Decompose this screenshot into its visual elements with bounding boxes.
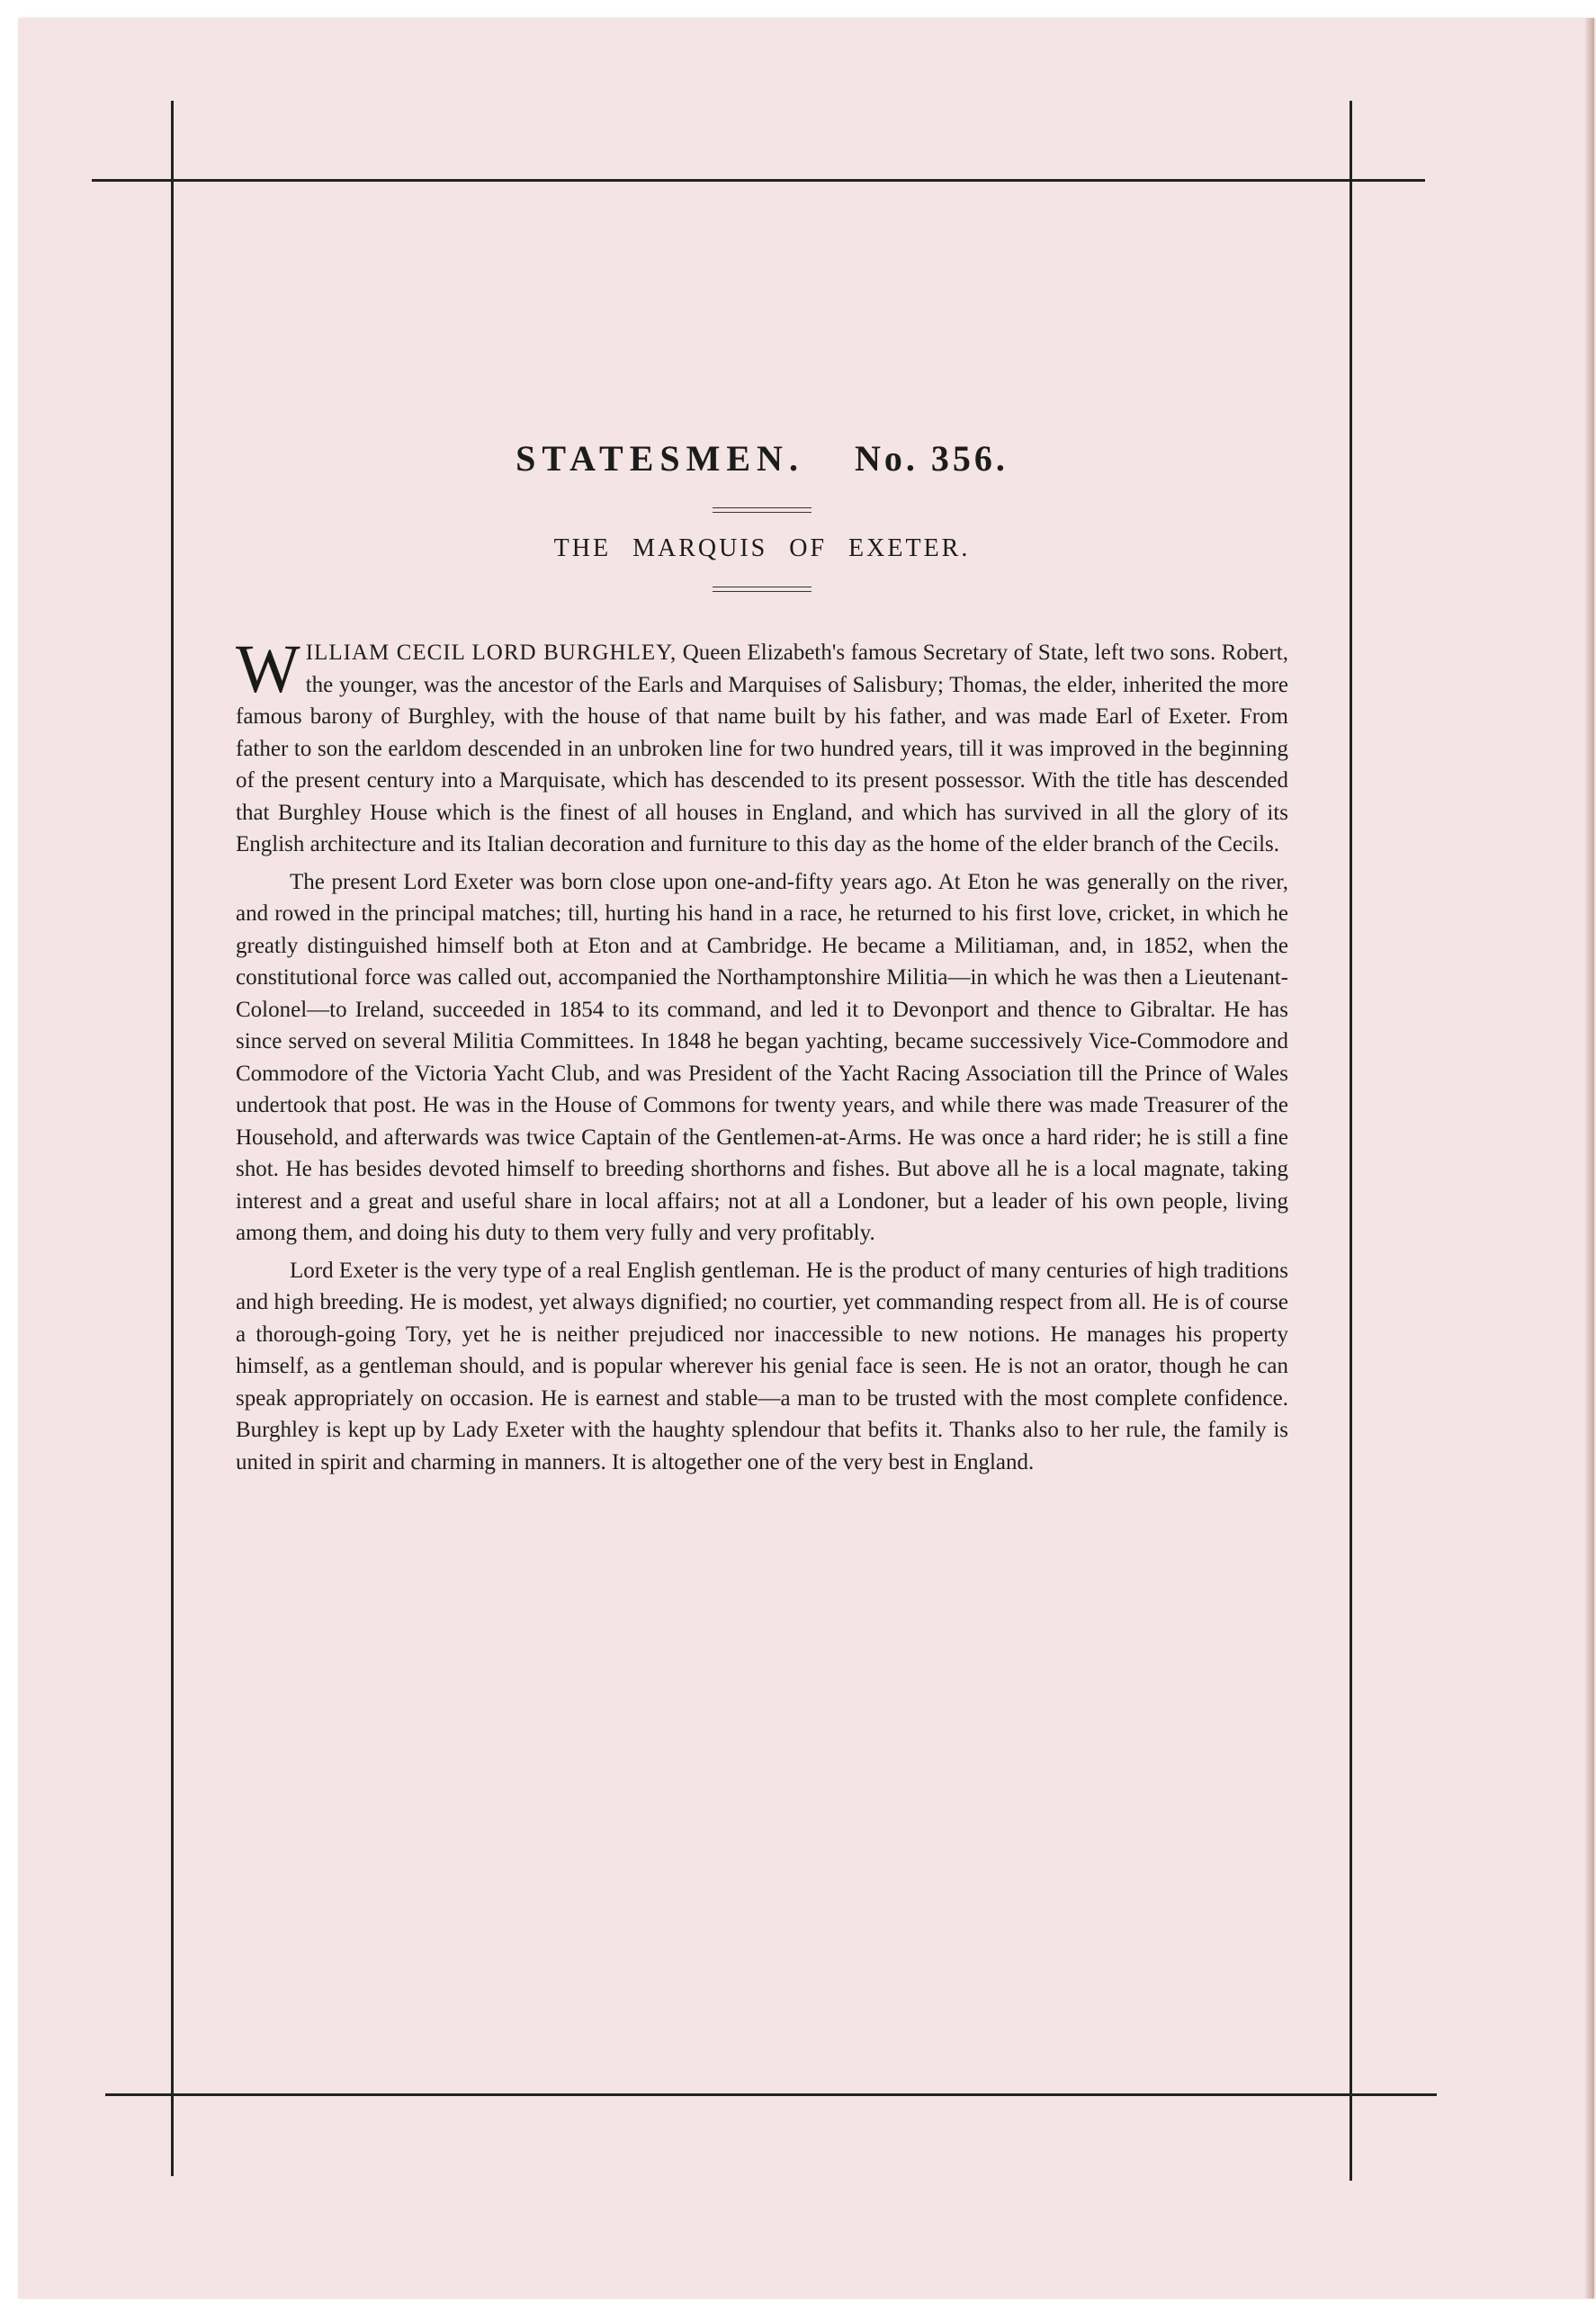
paragraph-3: Lord Exeter is the very type of a real English gentleman. He is the product of many centuries of high traditions and high breeding. He is modest, yet always dignified; no courtier, yet commanding respect from all. He is of course a thorough-going Tory, yet he is neither prejudiced nor inaccessible to new notions. He manages his property himself, as a gentleman should, and is popular wherever his genial face is seen. He is not an orator, though he can speak appropriately on occasion. He is earnest and stable—a man to be trusted with the most complete confidence. Burghley is kept up by Lady Exeter with the haughty splendour that befits it. Thanks also to her rule, the family is united in spirit and charming in manners. It is altogether one of the very best in England. bbox=[236, 1258, 1288, 1474]
double-rule-top bbox=[713, 507, 811, 513]
paragraph-1 bbox=[236, 632, 1289, 861]
paragraph-2: The present Lord Exeter was born close upon one-and-fifty years ago. At Eton he was generally on the river, and rowed in the principal matches; till, hurting his hand in a race, he returned to his first love, cricket, in which he greatly distinguished himself both at Eton and at Cambridge. He became a Militiaman, and, in 1852, when the constitutional force was called out, accompanied the Northamptonshire Militia—in which he was then a Lieutenant-Colonel—to Ireland, succeeded in 1854 to its command, and led it to Devonport and thence to Gibraltar. He has since served on several Militia Committees. In 1848 he began yachting, became successively Vice-Commodore and Commodore of the Victoria Yacht Club, and was President of the Yacht Racing Association till the Prince of Wales undertook that post. He was in the House of Commons for twenty years, and while there was made Treasurer of the Household, and afterwards was twice Captain of the Gentlemen-at-Arms. He was once a hard rider; he is still a fine shot. He has besides devoted himself to breeding shorthorns and fishes. But above all he is a local magnate, taking interest and a great and useful share in local affairs; not at all a Londoner, but a leader of his own people, living among them, and doing his duty to them very fully and very profitably. bbox=[236, 869, 1288, 1245]
article-content bbox=[236, 423, 1288, 1483]
drop-cap: W bbox=[236, 632, 300, 707]
double-rule-bottom bbox=[713, 587, 811, 592]
title-word: THE bbox=[553, 534, 612, 562]
article-body bbox=[236, 632, 1289, 1478]
frame-right-rule bbox=[1349, 101, 1352, 2181]
title-word: EXETER. bbox=[848, 534, 971, 562]
page-edge bbox=[1585, 18, 1594, 2299]
issue-number: No. 356. bbox=[854, 438, 1009, 479]
lead-caps: ILLIAM CECIL LORD BURGHLEY, bbox=[305, 641, 677, 665]
paragraph-1-text: Queen Elizabeth's famous Secretary of State, left two sons. Robert, the younger, was the ancestor of the Earls and Marquises of Salisbury; Thomas, the elder, inherited the more famous barony of Burghley, with the house of that name built by his father, and was made Earl of Exeter. From father to son the earldom descended in an unbroken line for two hundred years, till it was improved in the beginning of the present century into a Marquisate, which has descended to its present possessor. With the title has descended that Burghley House which is the finest of all houses in England, and which has survived in all the glory of its English architecture and its Italian decoration and furniture to this day as the home of the elder branch of the Cecils. bbox=[236, 641, 1289, 856]
frame-bottom-rule bbox=[105, 2093, 1437, 2096]
frame-top-rule bbox=[92, 179, 1425, 182]
page-heading bbox=[236, 423, 1288, 495]
title-word: MARQUIS bbox=[632, 534, 768, 562]
title-word: OF bbox=[789, 534, 828, 562]
article-title bbox=[236, 531, 1288, 567]
frame-left-rule bbox=[171, 101, 174, 2176]
series-title: STATESMEN. bbox=[516, 438, 804, 479]
